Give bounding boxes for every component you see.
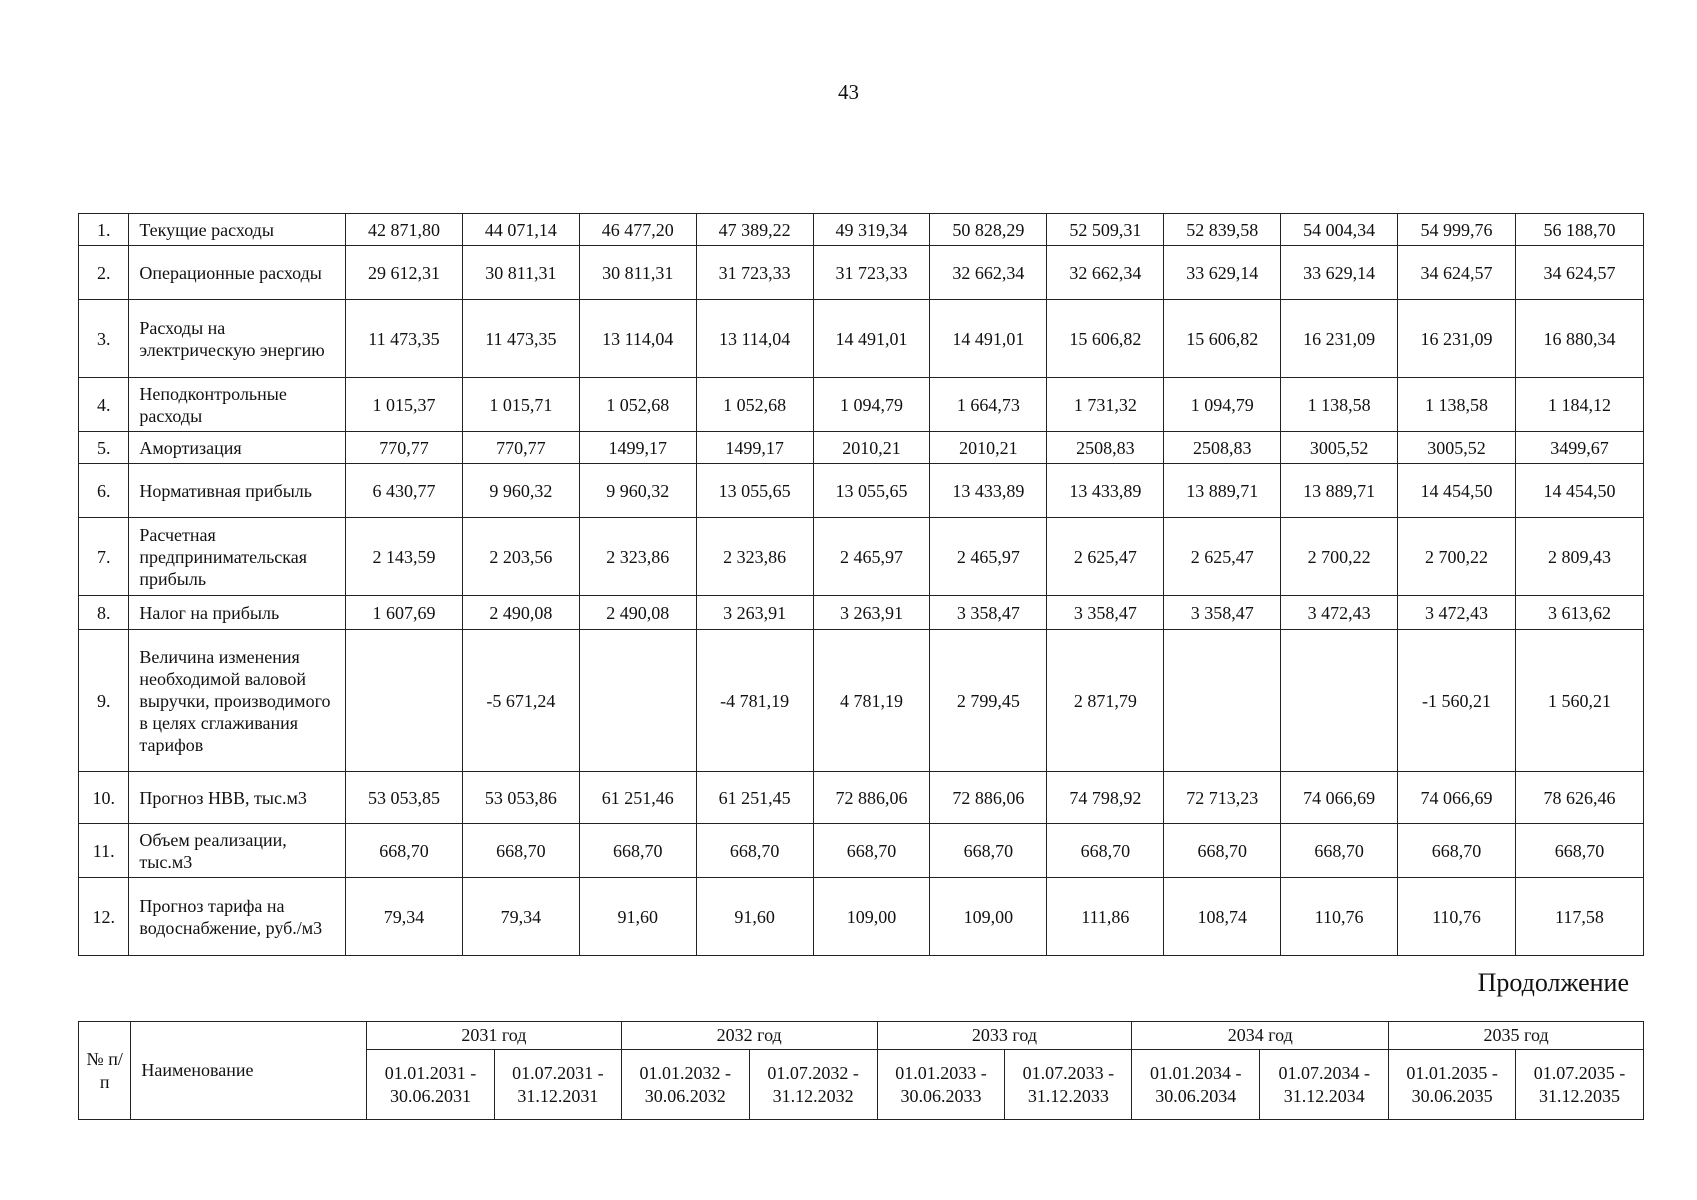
value-cell: -4 781,19 (696, 630, 813, 772)
value-cell: 13 889,71 (1164, 464, 1281, 518)
value-cell: 50 828,29 (930, 214, 1047, 246)
value-cell: 2 799,45 (930, 630, 1047, 772)
value-cell: 16 231,09 (1281, 300, 1398, 378)
value-cell: 1 052,68 (696, 378, 813, 432)
value-cell: 16 231,09 (1398, 300, 1516, 378)
value-cell: 30 811,31 (579, 246, 696, 300)
value-cell: 13 889,71 (1281, 464, 1398, 518)
value-cell: 61 251,46 (579, 772, 696, 824)
period-header: 01.01.2032 - 30.06.2032 (621, 1050, 749, 1120)
row-name: Объем реализации, тыс.м3 (129, 824, 346, 878)
table-row (79, 300, 1644, 378)
period-header: 01.07.2034 - 31.12.2034 (1260, 1050, 1389, 1120)
row-name: Операционные расходы (129, 246, 346, 300)
value-cell: 668,70 (930, 824, 1047, 878)
value-cell: 52 839,58 (1164, 214, 1281, 246)
value-cell: 34 624,57 (1398, 246, 1516, 300)
value-cell: 31 723,33 (696, 246, 813, 300)
value-cell: 2 490,08 (579, 596, 696, 630)
value-cell: -5 671,24 (462, 630, 579, 772)
period-header: 01.07.2035 - 31.12.2035 (1516, 1050, 1644, 1120)
value-cell: 79,34 (346, 878, 463, 956)
value-cell: 72 886,06 (813, 772, 930, 824)
value-cell: 54 999,76 (1398, 214, 1516, 246)
value-cell: 42 871,80 (346, 214, 463, 246)
value-cell: 1 094,79 (813, 378, 930, 432)
page-number: 43 (838, 80, 859, 104)
value-cell: 1 184,12 (1515, 378, 1643, 432)
value-cell: 3 358,47 (1047, 596, 1164, 630)
continuation-label: Продолжение (1477, 968, 1629, 997)
value-cell: 13 055,65 (696, 464, 813, 518)
value-cell: 3 263,91 (696, 596, 813, 630)
value-cell: 668,70 (346, 824, 463, 878)
row-name: Нормативная прибыль (129, 464, 346, 518)
name-column-header: Наименование (131, 1022, 367, 1120)
value-cell: 2 323,86 (696, 518, 813, 596)
year-header: 2034 год (1132, 1022, 1389, 1050)
value-cell: 14 491,01 (813, 300, 930, 378)
row-number: 8. (79, 596, 129, 630)
row-name: Амортизация (129, 432, 346, 464)
value-cell: 2 871,79 (1047, 630, 1164, 772)
value-cell: 13 114,04 (579, 300, 696, 378)
row-name: Величина изменения необходимой валовой выручки, производимого в целях сглаживания тарифов (129, 630, 346, 772)
value-cell: 13 055,65 (813, 464, 930, 518)
value-cell: 2 700,22 (1281, 518, 1398, 596)
value-cell: 6 430,77 (346, 464, 463, 518)
period-header: 01.01.2033 - 30.06.2033 (877, 1050, 1005, 1120)
table-row (79, 878, 1644, 956)
value-cell: 46 477,20 (579, 214, 696, 246)
value-cell: 9 960,32 (579, 464, 696, 518)
table-row (79, 432, 1644, 464)
value-cell: 30 811,31 (462, 246, 579, 300)
value-cell: 31 723,33 (813, 246, 930, 300)
period-header: 01.07.2032 - 31.12.2032 (749, 1050, 877, 1120)
value-cell: 2 323,86 (579, 518, 696, 596)
value-cell: 53 053,86 (462, 772, 579, 824)
table-row (79, 772, 1644, 824)
row-name: Налог на прибыль (129, 596, 346, 630)
value-cell: 33 629,14 (1281, 246, 1398, 300)
value-cell: 2 625,47 (1164, 518, 1281, 596)
period-header: 01.01.2035 - 30.06.2035 (1389, 1050, 1516, 1120)
value-cell: 61 251,45 (696, 772, 813, 824)
row-number: 1. (79, 214, 129, 246)
value-cell: 1499,17 (696, 432, 813, 464)
row-number: 4. (79, 378, 129, 432)
table-row (79, 596, 1644, 630)
value-cell: 2 465,97 (930, 518, 1047, 596)
value-cell: 33 629,14 (1164, 246, 1281, 300)
value-cell: 109,00 (813, 878, 930, 956)
value-cell: 1499,17 (579, 432, 696, 464)
value-cell: 11 473,35 (462, 300, 579, 378)
value-cell: 13 114,04 (696, 300, 813, 378)
value-cell (1164, 630, 1281, 772)
value-cell: 3005,52 (1398, 432, 1516, 464)
row-name: Текущие расходы (129, 214, 346, 246)
value-cell: 13 433,89 (1047, 464, 1164, 518)
value-cell: 3499,67 (1515, 432, 1643, 464)
value-cell: 110,76 (1398, 878, 1516, 956)
table-row (79, 214, 1644, 246)
value-cell: 15 606,82 (1047, 300, 1164, 378)
value-cell: 1 138,58 (1398, 378, 1516, 432)
value-cell: 2010,21 (813, 432, 930, 464)
value-cell: 15 606,82 (1164, 300, 1281, 378)
row-name: Расходы на электрическую энергию (129, 300, 346, 378)
row-number: 9. (79, 630, 129, 772)
value-cell: 1 094,79 (1164, 378, 1281, 432)
value-cell: 668,70 (462, 824, 579, 878)
value-cell: 2 203,56 (462, 518, 579, 596)
value-cell: 1 664,73 (930, 378, 1047, 432)
value-cell: 668,70 (813, 824, 930, 878)
row-number: 6. (79, 464, 129, 518)
value-cell: 668,70 (1281, 824, 1398, 878)
value-cell: 91,60 (696, 878, 813, 956)
period-header: 01.01.2034 - 30.06.2034 (1132, 1050, 1260, 1120)
year-header: 2031 год (367, 1022, 622, 1050)
value-cell: 668,70 (1515, 824, 1643, 878)
value-cell: 1 015,37 (346, 378, 463, 432)
value-cell: 79,34 (462, 878, 579, 956)
value-cell: 74 798,92 (1047, 772, 1164, 824)
value-cell: 111,86 (1047, 878, 1164, 956)
value-cell: 16 880,34 (1515, 300, 1643, 378)
value-cell: 2010,21 (930, 432, 1047, 464)
value-cell (579, 630, 696, 772)
value-cell: 29 612,31 (346, 246, 463, 300)
value-cell: 14 454,50 (1398, 464, 1516, 518)
value-cell: 108,74 (1164, 878, 1281, 956)
value-cell: 668,70 (696, 824, 813, 878)
value-cell: 74 066,69 (1398, 772, 1516, 824)
value-cell: 109,00 (930, 878, 1047, 956)
row-number: 7. (79, 518, 129, 596)
value-cell: 770,77 (346, 432, 463, 464)
value-cell: 1 138,58 (1281, 378, 1398, 432)
value-cell: 117,58 (1515, 878, 1643, 956)
table-row (79, 246, 1644, 300)
year-header: 2032 год (621, 1022, 877, 1050)
value-cell: 3 613,62 (1515, 596, 1643, 630)
value-cell: 14 454,50 (1515, 464, 1643, 518)
value-cell: 2 465,97 (813, 518, 930, 596)
value-cell: 4 781,19 (813, 630, 930, 772)
row-number: 12. (79, 878, 129, 956)
value-cell: 54 004,34 (1281, 214, 1398, 246)
value-cell: 3 358,47 (1164, 596, 1281, 630)
value-cell: -1 560,21 (1398, 630, 1516, 772)
value-cell: 91,60 (579, 878, 696, 956)
value-cell: 3 358,47 (930, 596, 1047, 630)
value-cell: 770,77 (462, 432, 579, 464)
row-number: 11. (79, 824, 129, 878)
value-cell: 44 071,14 (462, 214, 579, 246)
row-number: 5. (79, 432, 129, 464)
year-header: 2035 год (1389, 1022, 1644, 1050)
value-cell: 2 809,43 (1515, 518, 1643, 596)
table-row (79, 378, 1644, 432)
value-cell (346, 630, 463, 772)
value-cell: 14 491,01 (930, 300, 1047, 378)
table-row (79, 518, 1644, 596)
value-cell: 2508,83 (1047, 432, 1164, 464)
value-cell: 72 886,06 (930, 772, 1047, 824)
value-cell: 34 624,57 (1515, 246, 1643, 300)
value-cell: 3005,52 (1281, 432, 1398, 464)
value-cell: 1 731,32 (1047, 378, 1164, 432)
value-cell: 1 052,68 (579, 378, 696, 432)
value-cell: 56 188,70 (1515, 214, 1643, 246)
period-header: 01.07.2031 - 31.12.2031 (494, 1050, 621, 1120)
period-header: 01.07.2033 - 31.12.2033 (1005, 1050, 1132, 1120)
cost-table (78, 213, 1644, 956)
row-number: 2. (79, 246, 129, 300)
value-cell: 1 560,21 (1515, 630, 1643, 772)
table-row (79, 824, 1644, 878)
value-cell: 668,70 (1047, 824, 1164, 878)
row-name: Прогноз НВВ, тыс.м3 (129, 772, 346, 824)
row-name: Прогноз тарифа на водоснабжение, руб./м3 (129, 878, 346, 956)
value-cell: 11 473,35 (346, 300, 463, 378)
row-name: Расчетная предпринимательская прибыль (129, 518, 346, 596)
value-cell: 78 626,46 (1515, 772, 1643, 824)
value-cell: 1 607,69 (346, 596, 463, 630)
value-cell: 9 960,32 (462, 464, 579, 518)
value-cell: 49 319,34 (813, 214, 930, 246)
value-cell: 53 053,85 (346, 772, 463, 824)
period-header-table (78, 1021, 1644, 1120)
value-cell: 2 625,47 (1047, 518, 1164, 596)
value-cell: 2 490,08 (462, 596, 579, 630)
value-cell (1281, 630, 1398, 772)
value-cell: 13 433,89 (930, 464, 1047, 518)
year-header: 2033 год (877, 1022, 1132, 1050)
value-cell: 3 263,91 (813, 596, 930, 630)
value-cell: 2 700,22 (1398, 518, 1516, 596)
value-cell: 1 015,71 (462, 378, 579, 432)
value-cell: 3 472,43 (1281, 596, 1398, 630)
value-cell: 3 472,43 (1398, 596, 1516, 630)
row-name: Неподконтрольные расходы (129, 378, 346, 432)
value-cell: 668,70 (579, 824, 696, 878)
value-cell: 668,70 (1398, 824, 1516, 878)
value-cell: 2508,83 (1164, 432, 1281, 464)
value-cell: 32 662,34 (930, 246, 1047, 300)
value-cell: 668,70 (1164, 824, 1281, 878)
value-cell: 47 389,22 (696, 214, 813, 246)
value-cell: 52 509,31 (1047, 214, 1164, 246)
table-row (79, 464, 1644, 518)
number-column-header: № п/п (79, 1022, 131, 1120)
row-number: 3. (79, 300, 129, 378)
value-cell: 74 066,69 (1281, 772, 1398, 824)
value-cell: 72 713,23 (1164, 772, 1281, 824)
period-header: 01.01.2031 - 30.06.2031 (367, 1050, 495, 1120)
row-number: 10. (79, 772, 129, 824)
value-cell: 32 662,34 (1047, 246, 1164, 300)
value-cell: 2 143,59 (346, 518, 463, 596)
table-row (79, 630, 1644, 772)
value-cell: 110,76 (1281, 878, 1398, 956)
